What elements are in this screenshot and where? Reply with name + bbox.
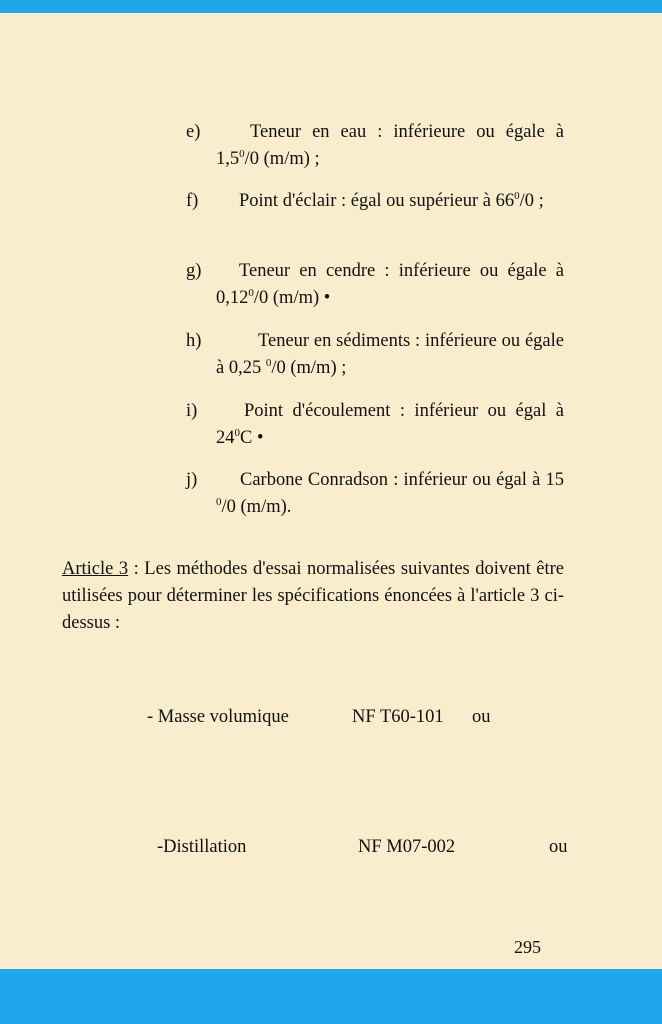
- method-name: -Distillation: [157, 837, 247, 857]
- item-text: [216, 258, 564, 312]
- method-standard: NF T60-101: [352, 707, 444, 727]
- list-item-e: [186, 119, 564, 173]
- method-connector: ou: [549, 837, 568, 857]
- item-superscript: 0: [239, 148, 245, 160]
- item-text-suffix: /0 (m/m) ;: [271, 358, 347, 378]
- item-text: [216, 467, 564, 521]
- item-letter: e): [186, 122, 201, 142]
- top-header-bar: [0, 0, 662, 13]
- article-text: : Les méthodes d'essai normalisées suivantes doivent être utilisées pour déterminer les spécifications énoncées à l'article 3 ci-dessus :: [62, 559, 564, 633]
- method-connector: ou: [472, 707, 491, 727]
- item-superscript: 0: [265, 357, 272, 369]
- article-paragraph: [62, 556, 564, 637]
- item-text-prefix: Carbone Conradson : inférieur ou égal à 15: [240, 470, 564, 490]
- method-name: - Masse volumique: [147, 707, 289, 727]
- item-letter: j): [186, 470, 198, 490]
- list-item-g: [186, 258, 564, 312]
- item-text: [216, 398, 564, 452]
- item-text-prefix: Teneur en sédiments : inférieure ou égale à 0,25: [216, 331, 564, 378]
- article-label: Article 3: [62, 559, 129, 579]
- item-text-prefix: Teneur en cendre : inférieure ou égale à 0,12: [216, 261, 564, 308]
- list-item-h: [186, 328, 564, 382]
- bottom-footer-bar: [0, 969, 662, 1024]
- item-superscript: 0: [234, 427, 240, 439]
- method-standard: NF M07-002: [358, 837, 456, 857]
- item-text-prefix: Point d'éclair : égal ou supérieur à 66: [239, 191, 515, 211]
- item-superscript: 0: [248, 287, 254, 299]
- item-text-suffix: /0 (m/m).: [221, 497, 292, 517]
- item-text: [216, 119, 564, 173]
- item-text-suffix: /0 ;: [519, 191, 544, 211]
- item-text: [216, 328, 564, 382]
- item-text: [216, 188, 564, 215]
- item-letter: h): [186, 331, 202, 351]
- item-letter: i): [186, 401, 198, 421]
- item-text-prefix: Point d'écoulement : inférieur ou égal à 24: [216, 401, 564, 448]
- item-letter: g): [186, 261, 202, 281]
- page-number: 295: [514, 937, 541, 957]
- item-text-suffix: C •: [240, 428, 264, 448]
- list-item-i: [186, 398, 564, 452]
- item-superscript: 0: [216, 496, 222, 508]
- item-text-suffix: /0 (m/m) •: [253, 288, 331, 308]
- list-item-j: [186, 467, 564, 521]
- list-item-f: [186, 188, 564, 215]
- item-text-prefix: Teneur en eau : inférieure ou égale à 1,5: [216, 122, 564, 169]
- item-text-suffix: /0 (m/m) ;: [244, 149, 320, 169]
- item-letter: f): [186, 191, 199, 211]
- item-superscript: 0: [514, 190, 520, 202]
